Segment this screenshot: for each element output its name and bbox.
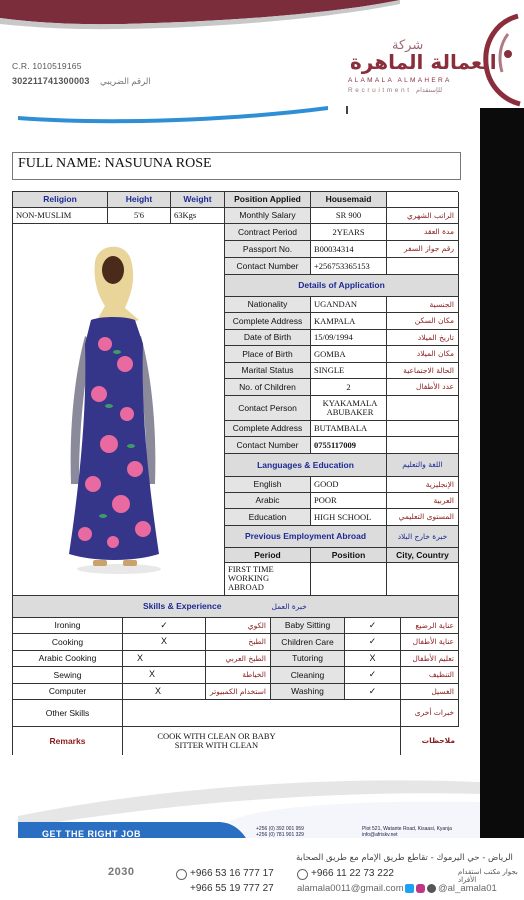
height-value: 5'6 xyxy=(108,208,171,224)
skill-childcare-arabic: عناية الأطفال xyxy=(401,634,459,651)
footer-address-arabic-2: بجوار مكتب استقدام الأفراد xyxy=(458,868,518,884)
skill-childcare-label: Children Care xyxy=(271,634,345,651)
phone-icon xyxy=(176,869,187,880)
marital-status-label: Marital Status xyxy=(225,363,311,379)
skill-tutoring-label: Tutoring xyxy=(271,651,345,667)
skill-babysitting-mark: ✓ xyxy=(345,618,401,634)
weight-value: 63Kgs xyxy=(171,208,225,224)
contract-period-value: 2YEARS xyxy=(311,224,387,241)
contact-person-label: Contact Person xyxy=(225,396,311,421)
skill-washing-mark: ✓ xyxy=(345,684,401,700)
arabic-value: POOR xyxy=(311,493,387,509)
education-value: HIGH SCHOOL xyxy=(311,509,387,526)
footer-phone-1[interactable]: +966 53 16 777 17 xyxy=(190,868,274,879)
contact-person-arabic xyxy=(387,396,459,421)
children-label: No. of Children xyxy=(225,379,311,396)
vision-2030-logo: 2030 xyxy=(108,866,135,878)
logo-english-sub: Recruitment للإستقدام xyxy=(348,87,443,94)
footer-phone-2[interactable]: +966 55 19 777 27 xyxy=(190,883,274,894)
remarks-arabic: ملاحظات xyxy=(401,727,459,755)
dob-label: Date of Birth xyxy=(225,330,311,346)
remarks-label: Remarks xyxy=(13,727,123,755)
skill-childcare-mark: ✓ xyxy=(345,634,401,651)
skill-babysitting-label: Baby Sitting xyxy=(271,618,345,634)
details-section-title: Details of Application xyxy=(225,275,459,297)
skill-arabic-cooking-mark: X xyxy=(123,651,206,667)
skill-ironing-label: Ironing xyxy=(13,618,123,634)
position-arabic-cell xyxy=(387,192,459,208)
skills-title-arabic: خبرة العمل xyxy=(271,601,307,611)
application-form xyxy=(12,191,458,755)
contact-phone-arabic xyxy=(387,437,459,454)
footer-email[interactable]: alamala0011@gmail.com xyxy=(297,883,404,894)
height-header: Height xyxy=(108,192,171,208)
contact-address-label: Complete Address xyxy=(225,421,311,437)
candidate-portrait-image xyxy=(13,224,224,595)
religion-value: NON-MUSLIM xyxy=(13,208,108,224)
birthplace-label: Place of Birth xyxy=(225,346,311,363)
candidate-photo xyxy=(13,224,225,596)
social-at-icon[interactable] xyxy=(427,884,436,893)
english-arabic: الإنجليزية xyxy=(387,477,459,493)
contract-period-arabic: مدة العقد xyxy=(387,224,459,241)
banner-email: info@afriskv.net xyxy=(362,832,398,838)
contact-address-value: BUTAMBALA xyxy=(311,421,387,437)
birthplace-value: GOMBA xyxy=(311,346,387,363)
tax-label-arabic: الرقم الضريبي xyxy=(100,76,151,86)
logo-english: ALAMALA ALMAHERA xyxy=(348,77,452,84)
employment-section-title: Previous Employment Abroad xyxy=(225,526,387,548)
city-country-header: City, Country xyxy=(387,548,459,563)
contact-phone-value: 0755117009 xyxy=(311,437,387,454)
skill-babysitting-arabic: عناية الرضيع xyxy=(401,618,459,634)
other-skills-arabic: خبرات أخرى xyxy=(401,700,459,727)
skill-arabic-cooking-label: Arabic Cooking xyxy=(13,651,123,667)
full-name: FULL NAME: NASUUNA ROSE xyxy=(12,152,461,180)
position-applied-value: Housemaid xyxy=(311,192,387,208)
skill-computer-mark: X xyxy=(123,684,206,700)
employment-city-value xyxy=(387,563,459,596)
header-blue-stroke xyxy=(18,104,328,126)
address-label: Complete Address xyxy=(225,313,311,330)
skills-title-text: Skills & Experience xyxy=(143,601,222,612)
twitter-icon[interactable] xyxy=(405,884,414,893)
religion-header: Religion xyxy=(13,192,108,208)
skill-arabic-cooking-arabic: الطبخ العربي xyxy=(206,651,271,667)
skill-cooking-mark: X xyxy=(123,634,206,651)
dob-value: 15/09/1994 xyxy=(311,330,387,346)
skill-tutoring-mark: X xyxy=(345,651,401,667)
footer-address-arabic: الرياض - حي اليرموك - تقاطع طريق الإمام مع طريق الصحابة xyxy=(296,853,513,863)
birthplace-arabic: مكان الميلاد xyxy=(387,346,459,363)
contact-number-value: +256753365153 xyxy=(311,258,387,275)
tax-number: 302211741300003 xyxy=(12,76,90,86)
arabic-label: Arabic xyxy=(225,493,311,509)
children-value: 2 xyxy=(311,379,387,396)
contact-number-arabic xyxy=(387,258,459,275)
banner-phones xyxy=(256,826,304,838)
skill-cooking-label: Cooking xyxy=(13,634,123,651)
nationality-arabic: الجنسية xyxy=(387,297,459,313)
skill-washing-label: Washing xyxy=(271,684,345,700)
banner-address: Plot 521, Watante Road, Kisaasi, Kyanja xyxy=(362,826,452,832)
skill-cooking-arabic: الطبخ xyxy=(206,634,271,651)
instagram-icon[interactable] xyxy=(416,884,425,893)
whatsapp-icon xyxy=(297,869,308,880)
contract-period-label: Contract Period xyxy=(225,224,311,241)
skill-sewing-label: Sewing xyxy=(13,667,123,684)
company-logo-icon xyxy=(478,12,522,108)
english-label: English xyxy=(225,477,311,493)
skill-cleaning-mark: ✓ xyxy=(345,667,401,684)
languages-section-arabic: اللغة والتعليم xyxy=(387,454,459,477)
banner-tagline: GET THE RIGHT JOB xyxy=(42,829,142,839)
skill-sewing-arabic: الخياطة xyxy=(206,667,271,684)
marital-status-arabic: الحالة الاجتماعية xyxy=(387,363,459,379)
contact-number-label: Contact Number xyxy=(225,258,311,275)
tick-decoration xyxy=(346,106,348,114)
skill-computer-arabic: استخدام الكمبيوتر xyxy=(206,684,271,700)
banner-address-block xyxy=(362,826,452,838)
period-header: Period xyxy=(225,548,311,563)
marital-status-value: SINGLE xyxy=(311,363,387,379)
other-skills-label: Other Skills xyxy=(13,700,123,727)
skills-section-title xyxy=(13,596,459,618)
skill-washing-arabic: الغسيل xyxy=(401,684,459,700)
address-value: KAMPALA xyxy=(311,313,387,330)
logo-arabic-main: العمالة الماهرة xyxy=(350,50,497,74)
contact-address-arabic xyxy=(387,421,459,437)
skill-computer-label: Computer xyxy=(13,684,123,700)
skill-tutoring-arabic: تعليم الأطفال xyxy=(401,651,459,667)
passport-value: B00034314 xyxy=(311,241,387,258)
languages-section-title: Languages & Education xyxy=(225,454,387,477)
contact-person-value: KYAKAMALA ABUBAKER xyxy=(311,396,387,421)
english-value: GOOD xyxy=(311,477,387,493)
logo-arabic-small: شركة xyxy=(392,37,424,52)
right-black-bar xyxy=(480,108,524,838)
skill-cleaning-arabic: التنظيف xyxy=(401,667,459,684)
banner-phone-1: +256 (0) 392 001 959 xyxy=(256,826,304,832)
banner-phone-2: +256 (0) 781 901 329 xyxy=(256,832,304,838)
position-applied-label: Position Applied xyxy=(225,192,311,208)
passport-arabic: رقم جواز السفر xyxy=(387,241,459,258)
employment-section-arabic: خبرة خارج البلاد xyxy=(387,526,459,548)
skill-ironing-mark: ✓ xyxy=(123,618,206,634)
weight-header: Weight xyxy=(171,192,225,208)
footer-phone-3[interactable]: +966 11 22 73 222 xyxy=(311,868,394,879)
salary-arabic: الراتب الشهري xyxy=(387,208,459,224)
arabic-arabic: العربية xyxy=(387,493,459,509)
position-header: Position xyxy=(311,548,387,563)
commercial-registration: C.R. 1010519165 xyxy=(12,61,82,71)
education-arabic: المستوى التعليمي xyxy=(387,509,459,526)
education-label: Education xyxy=(225,509,311,526)
employment-period-value: FIRST TIME WORKING ABROAD xyxy=(225,563,311,596)
children-arabic: عدد الأطفال xyxy=(387,379,459,396)
dob-arabic: تاريخ الميلاد xyxy=(387,330,459,346)
nationality-label: Nationality xyxy=(225,297,311,313)
other-skills-value xyxy=(123,700,401,727)
top-swoosh-decoration xyxy=(0,0,400,30)
salary-value: SR 900 xyxy=(311,208,387,224)
skill-cleaning-label: Cleaning xyxy=(271,667,345,684)
salary-label: Monthly Salary xyxy=(225,208,311,224)
address-arabic: مكان السكن xyxy=(387,313,459,330)
employment-position-value xyxy=(311,563,387,596)
nationality-value: UGANDAN xyxy=(311,297,387,313)
footer-social-handle[interactable]: @al_amala01 xyxy=(438,883,497,894)
passport-label: Passport No. xyxy=(225,241,311,258)
skill-sewing-mark: X xyxy=(123,667,206,684)
skill-ironing-arabic: الكوي xyxy=(206,618,271,634)
remarks-value: COOK WITH CLEAN OR BABY SITTER WITH CLEAN xyxy=(123,727,401,755)
contact-phone-label: Contact Number xyxy=(225,437,311,454)
